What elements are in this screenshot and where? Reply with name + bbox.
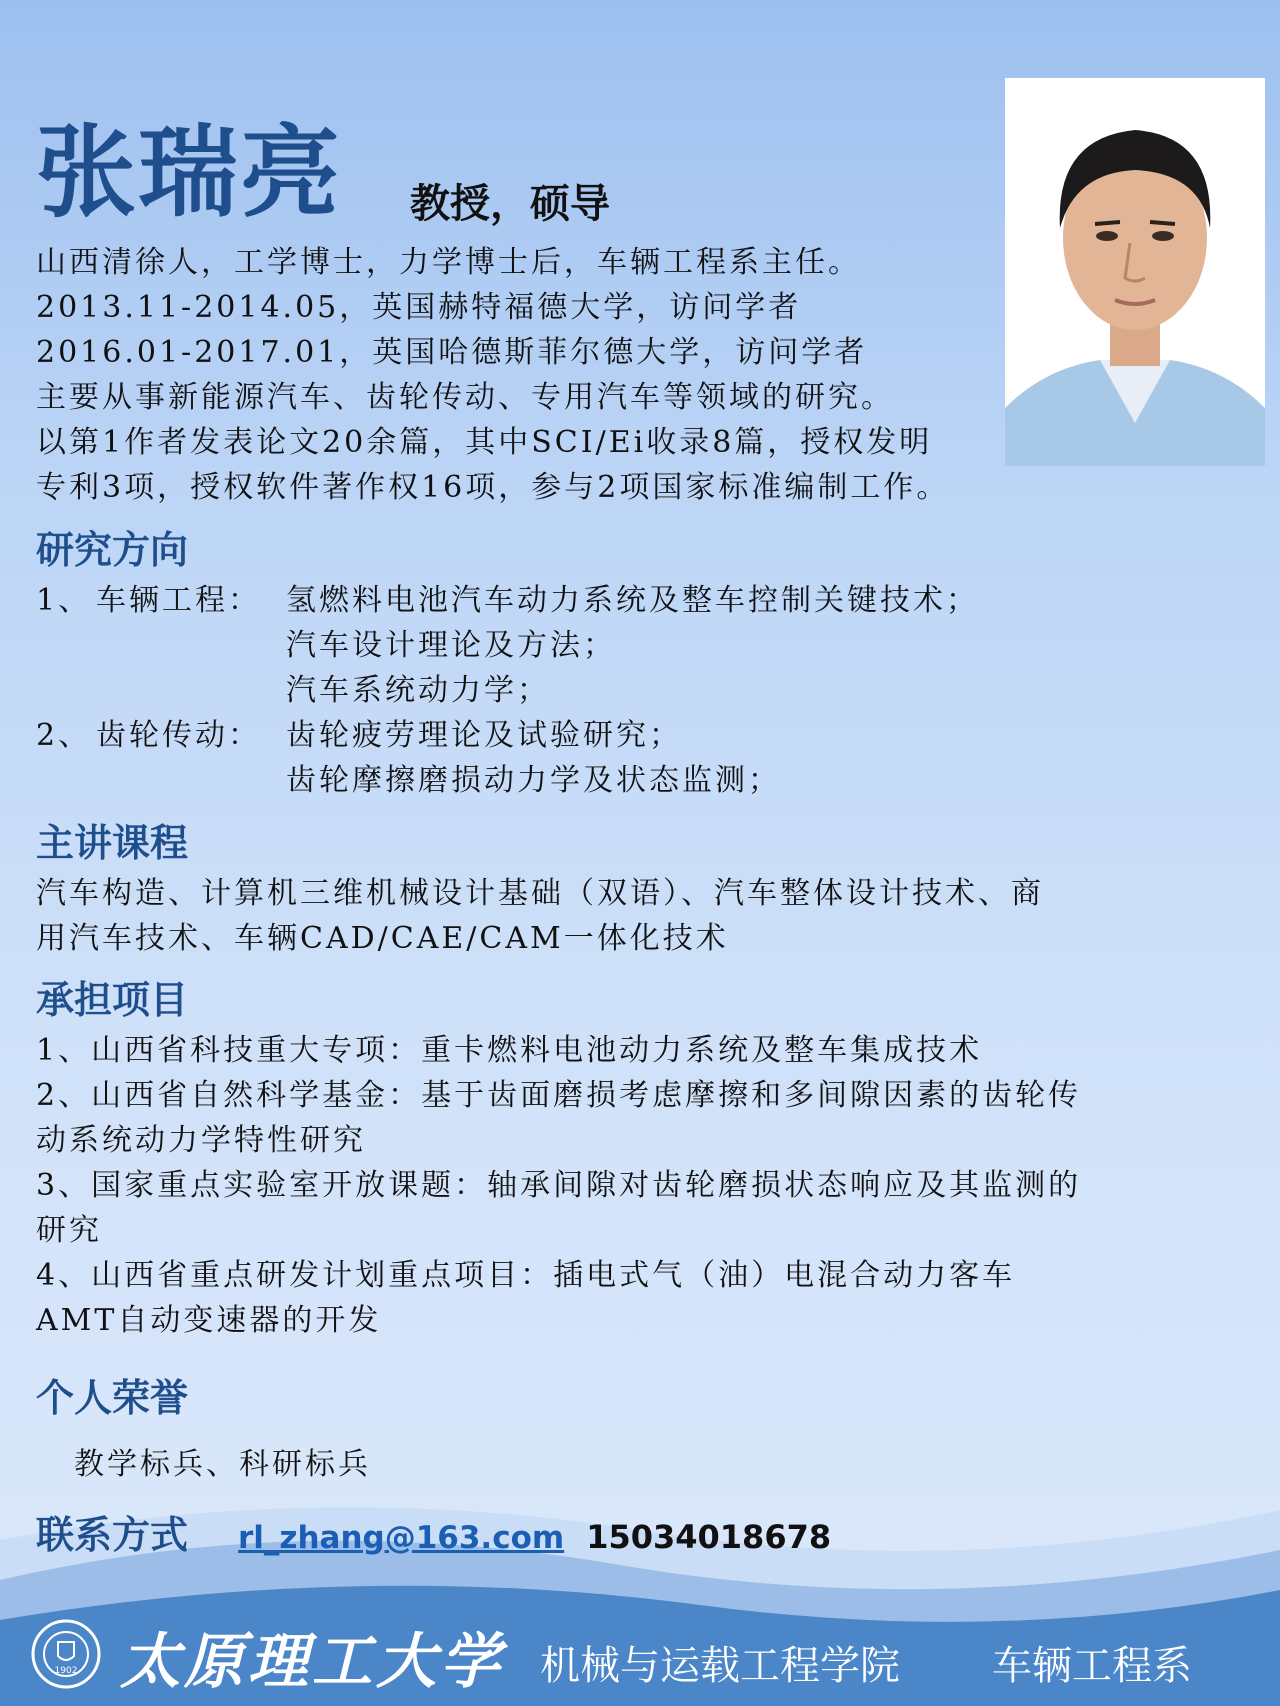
projects-heading: 承担项目 bbox=[36, 978, 189, 1022]
research-item-label: 齿轮传动： bbox=[96, 718, 261, 753]
bio-block bbox=[36, 240, 1036, 510]
bio-line: 2016.01-2017.01，英国哈德斯菲尔德大学，访问学者 bbox=[36, 335, 868, 370]
college-name: 机械与运载工程学院 bbox=[540, 1643, 900, 1689]
research-item bbox=[36, 713, 1236, 758]
contact-heading: 联系方式 bbox=[36, 1513, 189, 1557]
research-item-text: 汽车设计理论及方法； bbox=[286, 628, 616, 663]
project-line: 3、国家重点实验室开放课题：轴承间隙对齿轮磨损状态响应及其监测的 bbox=[36, 1168, 1082, 1203]
seal-year: 1902 bbox=[54, 1666, 78, 1676]
bio-line: 主要从事新能源汽车、齿轮传动、专用汽车等领域的研究。 bbox=[36, 380, 894, 415]
research-heading: 研究方向 bbox=[36, 528, 189, 572]
research-item-label: 车辆工程： bbox=[96, 583, 261, 618]
research-section bbox=[36, 522, 1236, 803]
project-line: 2、山西省自然科学基金：基于齿面磨损考虑摩擦和多间隙因素的齿轮传 bbox=[36, 1078, 1082, 1113]
courses-section bbox=[36, 815, 1236, 961]
project-line: 4、山西省重点研发计划重点项目：插电式气（油）电混合动力客车 bbox=[36, 1258, 1016, 1293]
project-line: 动系统动力学特性研究 bbox=[36, 1123, 366, 1158]
project-line: 研究 bbox=[36, 1213, 102, 1248]
research-item-number: 2、 bbox=[36, 718, 92, 753]
courses-line: 用汽车技术、车辆CAD/CAE/CAM一体化技术 bbox=[36, 921, 729, 956]
research-item-number: 1、 bbox=[36, 583, 92, 618]
bio-line: 山西清徐人，工学博士，力学博士后，车辆工程系主任。 bbox=[36, 245, 861, 280]
honors-text: 教学标兵、科研标兵 bbox=[74, 1447, 371, 1482]
research-item-text: 齿轮疲劳理论及试验研究； bbox=[286, 718, 682, 753]
phone-number: 15034018678 bbox=[586, 1518, 832, 1556]
portrait-illustration bbox=[1005, 78, 1265, 466]
portrait-photo bbox=[1005, 78, 1265, 466]
bio-line: 以第1作者发表论文20余篇，其中SCI/Ei收录8篇，授权发明 bbox=[36, 425, 933, 460]
research-item bbox=[36, 578, 1236, 623]
research-item-text: 汽车系统动力学； bbox=[286, 673, 550, 708]
footer-band bbox=[0, 1600, 1280, 1706]
research-item-text: 氢燃料电池汽车动力系统及整车控制关键技术； bbox=[286, 583, 979, 618]
honors-heading: 个人荣誉 bbox=[36, 1376, 189, 1420]
project-line: AMT自动变速器的开发 bbox=[36, 1303, 382, 1338]
courses-line: 汽车构造、计算机三维机械设计基础（双语）、汽车整体设计技术、商 bbox=[36, 876, 1044, 911]
department-name: 车辆工程系 bbox=[992, 1643, 1192, 1689]
person-title: 教授，硕导 bbox=[410, 181, 610, 227]
project-line: 1、山西省科技重大专项：重卡燃料电池动力系统及整车集成技术 bbox=[36, 1033, 983, 1068]
research-item-text: 齿轮摩擦磨损动力学及状态监测； bbox=[286, 763, 781, 798]
bio-line: 2013.11-2014.05，英国赫特福德大学，访问学者 bbox=[36, 290, 802, 325]
university-name: 太原理工大学 bbox=[120, 1627, 504, 1697]
person-name: 张瑞亮 bbox=[36, 114, 342, 231]
email-link[interactable]: rl_zhang@163.com bbox=[238, 1520, 565, 1556]
bio-line: 专利3项，授权软件著作权16项，参与2项国家标准编制工作。 bbox=[36, 470, 950, 505]
contact-row bbox=[36, 1504, 831, 1559]
university-seal-icon bbox=[30, 1618, 102, 1690]
courses-heading: 主讲课程 bbox=[36, 821, 189, 865]
projects-section bbox=[36, 972, 1236, 1343]
